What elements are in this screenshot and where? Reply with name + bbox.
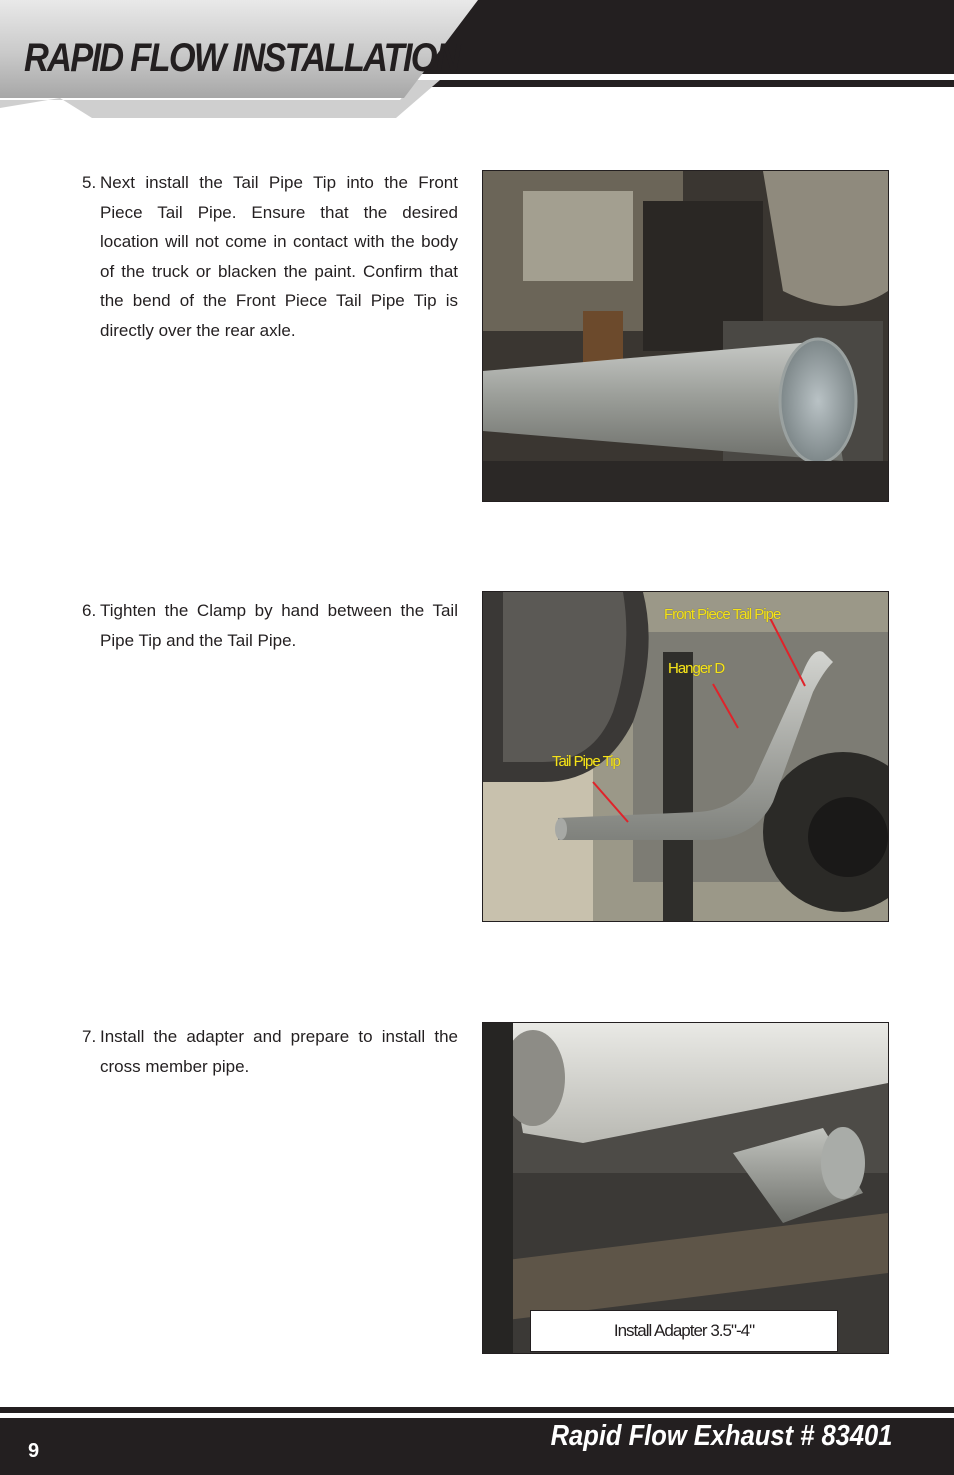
step-number: 5. (82, 173, 97, 192)
callout-front-piece-tail-pipe: Front Piece Tail Pipe (664, 606, 781, 623)
footer-rule (0, 1407, 954, 1413)
photo-clamp (482, 591, 889, 922)
photo-adapter (482, 1022, 889, 1354)
photo-caption: Install Adapter 3.5"-4" (530, 1310, 838, 1352)
callout-tail-pipe-tip: Tail Pipe Tip (552, 753, 620, 770)
step-5 (82, 168, 458, 345)
step-6 (82, 596, 458, 655)
step-text: Tighten the Clamp by hand between the Tail Pipe Tip and the Tail Pipe. (100, 601, 458, 650)
step-text: Install the adapter and prepare to install the cross member pipe. (100, 1027, 458, 1076)
callout-hanger-d: Hanger D (668, 660, 725, 677)
photo-tail-pipe-tip (482, 170, 889, 502)
page-number: 9 (28, 1440, 40, 1462)
footer-title: Rapid Flow Exhaust # 83401 (550, 1420, 892, 1452)
step-number: 6. (82, 601, 97, 620)
page-title: RAPID FLOW INSTALLATION (24, 36, 459, 80)
step-number: 7. (82, 1027, 97, 1046)
step-text: Next install the Tail Pipe Tip into the Front Piece Tail Pipe. Ensure that the desired location will not come in contact with the body of the truck or blacken the paint. Confirm that the bend of the Front Piece Tail Pipe Tip is directly over the rear axle. (100, 173, 458, 340)
step-7 (82, 1022, 458, 1081)
